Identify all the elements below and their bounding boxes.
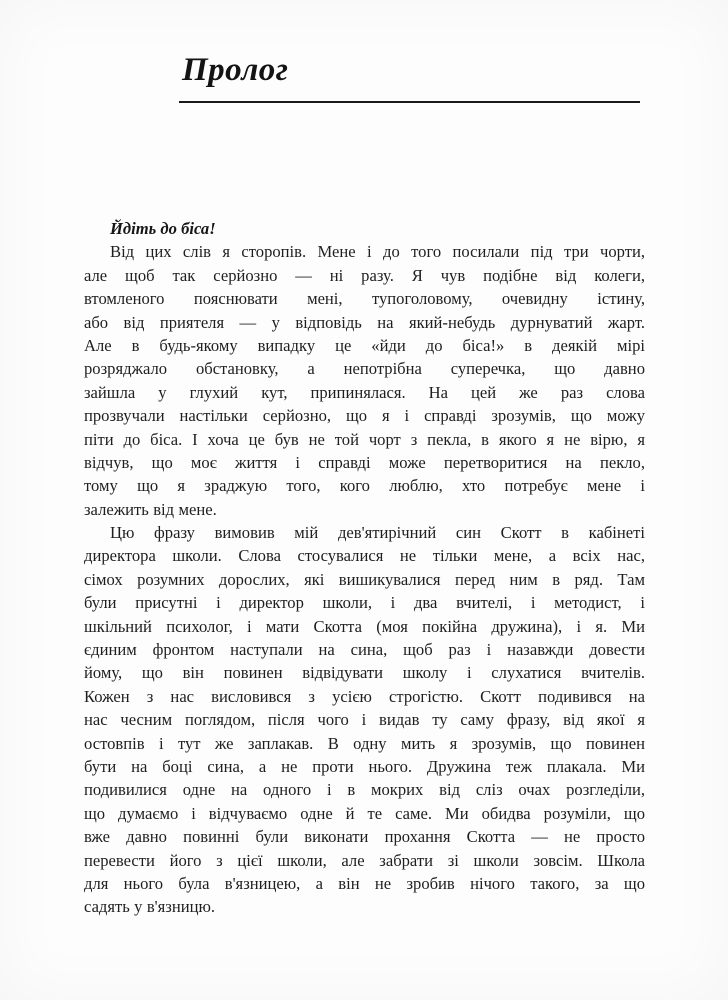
title-rule [179, 101, 640, 103]
text-line: тому що я зраджую того, кого люблю, хто потребує мене і [84, 476, 645, 496]
text-line: Цю фразу вимовив мій дев'ятирічний син Скотт в кабінеті [110, 523, 645, 543]
text-line: шкільний психолог, і мати Скотта (моя покійна дружина), і я. Ми [84, 616, 645, 636]
text-line: нас чесним поглядом, після чого і видав ту саму фразу, від якої я [84, 710, 645, 730]
text-line: для нього була в'язницею, а він не зробив нічого такого, за що [84, 873, 645, 893]
text-line: відчув, що моє життя і справді може перетворитися на пекло, [84, 452, 645, 472]
text-line: єдиним фронтом наступали на сина, щоб раз і назавжди довести [84, 640, 645, 660]
text-line: бути на боці сина, а не проти нього. Дружина теж плакала. Ми [84, 756, 645, 776]
paragraph [84, 240, 645, 521]
text-line: піти до біса. І хоча це був не той чорт з пекла, в якого я не вірю, я [84, 429, 645, 449]
text-line: залежить від мене. [84, 499, 217, 519]
text-line: були присутні і директор школи, і два вчителі, і методист, і [84, 593, 645, 613]
chapter-title: Пролог [182, 52, 289, 88]
text-line: садять у в'язницю. [84, 897, 216, 917]
text-line: що думаємо і відчуваємо одне й те саме. Ми обидва розуміли, що [84, 803, 645, 823]
text-line: остовпів і тут же заплакав. В одну мить я зрозумів, що повинен [84, 733, 645, 753]
text-line: вже давно повинні були виконати прохання Скотта — не просто [84, 827, 645, 847]
text-line: втомленого пояснювати мені, тупоголовому, очевидну істину, [84, 289, 645, 309]
text-line: зайшла у глухий кут, припинялася. На цей же раз слова [84, 382, 645, 402]
text-line: сімох розумних дорослих, які вишикувалися перед ним в ряд. Там [84, 569, 645, 589]
paragraph [84, 521, 645, 919]
text-line: або від приятеля — у відповідь на який-небудь дурнуватий жарт. [84, 312, 645, 332]
text-line: Кожен з нас висловився з усією строгістю. Скотт подивився на [84, 686, 645, 706]
text-line: Від цих слів я сторопів. Мене і до того посилали під три чорти, [110, 242, 645, 262]
text-line: директора школи. Слова стосувалися не тільки мене, а всіх нас, [84, 546, 645, 566]
text-line: перевести його з цієї школи, але забрати зі школи зовсім. Школа [84, 850, 645, 870]
text-line: але щоб так серйозно — ні разу. Я чув подібне від колеги, [84, 265, 645, 285]
lead-phrase: Йдіть до біса! [110, 219, 216, 238]
body-text [84, 217, 645, 919]
text-line: прозвучали настільки серйозно, що я і справді зрозумів, що можу [84, 406, 645, 426]
text-line: розряджало обстановку, а непотрібна суперечка, що давно [84, 359, 645, 379]
text-line: Але в будь-якому випадку це «йди до біса!» в деякій мірі [84, 335, 645, 355]
text-line: йому, що він повинен відвідувати школу і слухатися вчителів. [84, 663, 645, 683]
text-line: подивилися одне на одного і в мокрих від сліз очах розгледіли, [84, 780, 645, 800]
